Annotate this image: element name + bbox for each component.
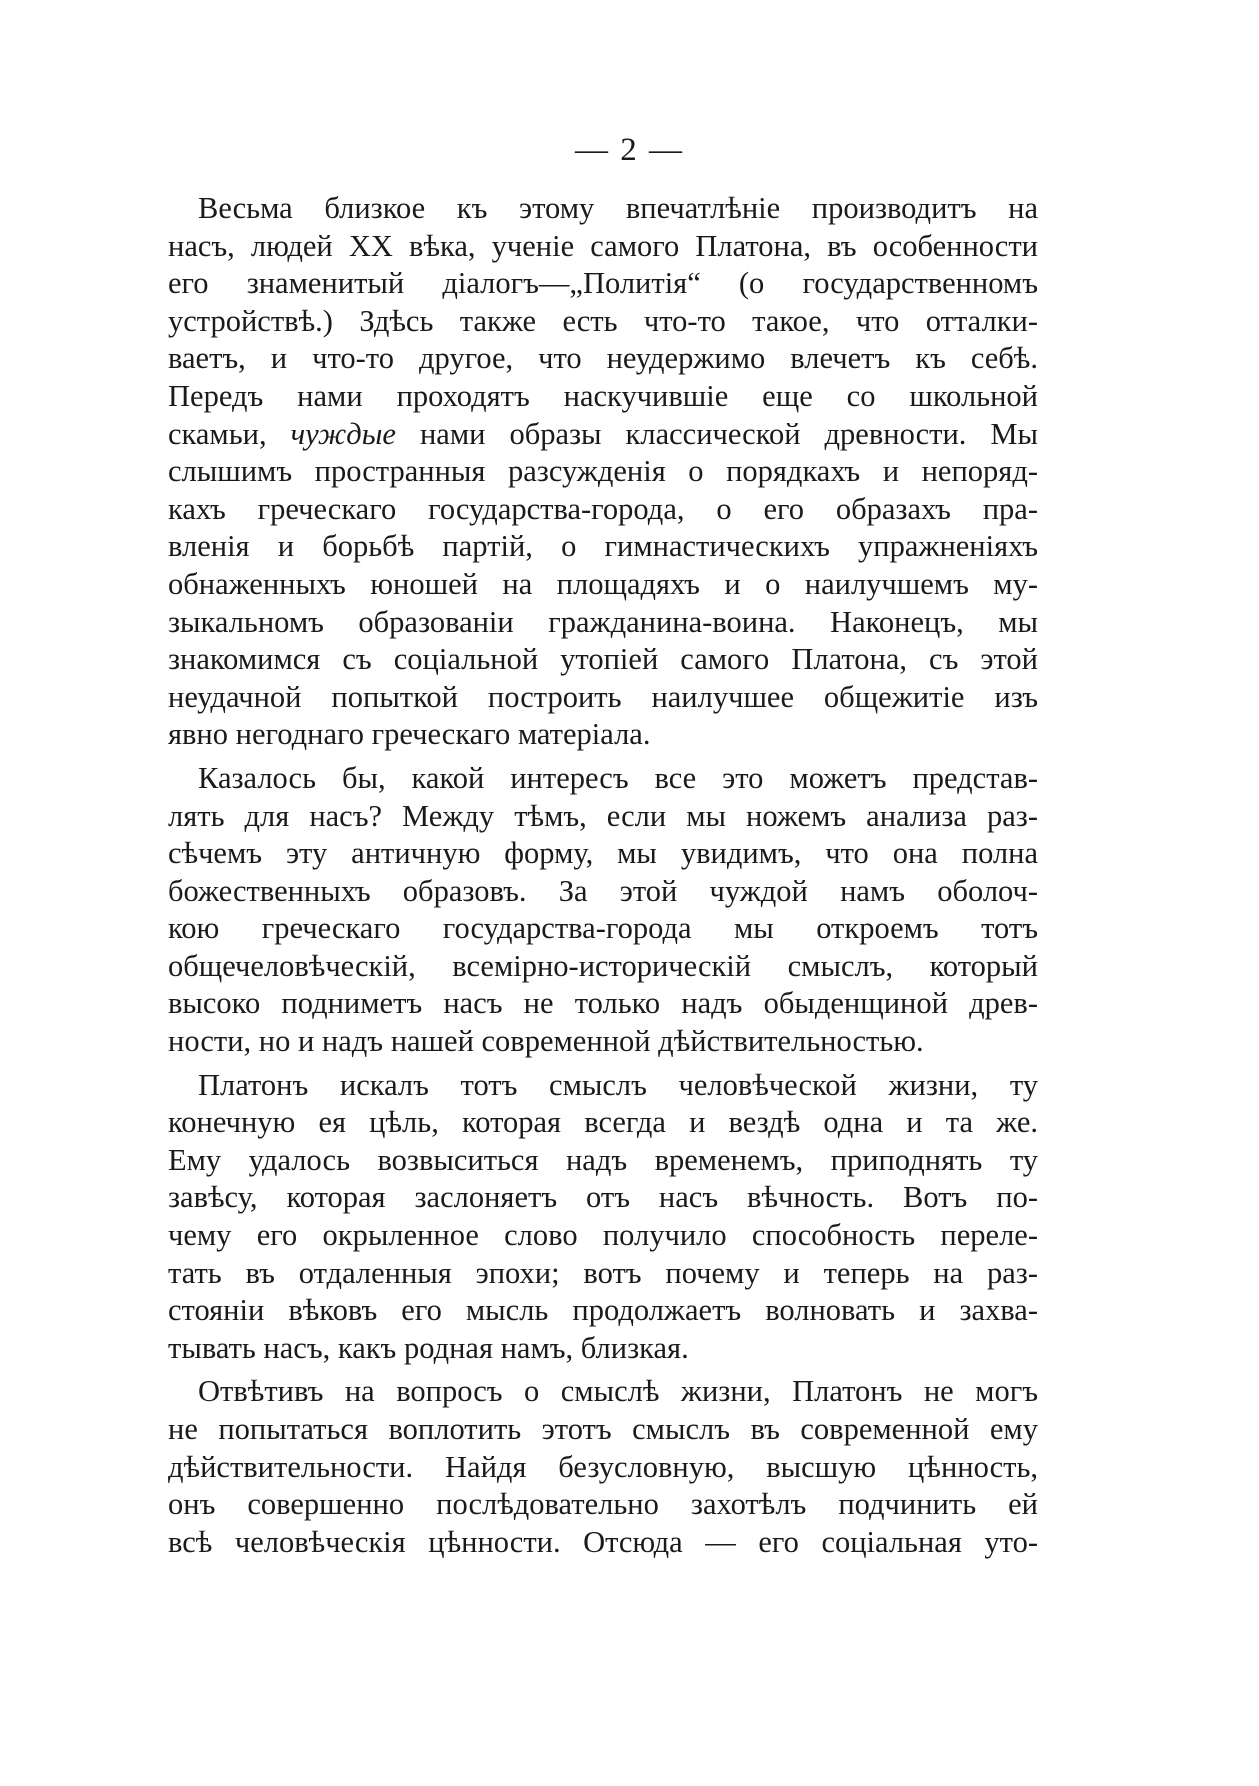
text-line: дѣйствительности. Найдя безусловную, высшую цѣнность, (168, 1449, 1038, 1484)
text-segment: скамьи, (168, 416, 267, 451)
text-line: вленія и борьбѣ партій, о гимнастическихъ упражненіяхъ (168, 529, 1038, 564)
text-line: его знаменитый діалогъ—„Политія“ (о государственномъ (168, 266, 1038, 301)
text-line: ности, но и надъ нашей современной дѣйствительностью. (168, 1024, 924, 1059)
text-line: Платонъ искалъ тотъ смыслъ человѣческой жизни, ту (198, 1067, 1038, 1102)
text-line: тать въ отдаленныя эпохи; вотъ почему и теперь на раз- (168, 1255, 1038, 1290)
text-line: не попытаться воплотить этотъ смыслъ въ современной ему (168, 1412, 1038, 1446)
text-segment: нами образы классической древности. Мы (419, 416, 1038, 451)
text-line: лять для насъ? Между тѣмъ, если мы ножемъ анализа раз- (168, 798, 1038, 833)
text-line: высоко подниметъ насъ не только надъ обыденщиной древ- (168, 986, 1038, 1021)
italic-word: чуждые (290, 416, 396, 451)
text-line: неудачной попыткой построить наилучшее общежитіе изъ (168, 679, 1038, 714)
text-line: знакомимся съ соціальной утопіей самого Платона, съ этой (168, 642, 1038, 677)
page-number: — 2 — (575, 132, 684, 168)
text-line: кою греческаго государства-города мы откроемъ тотъ (168, 911, 1038, 946)
text-line: Ему удалось возвыситься надъ временемъ, приподнять ту (168, 1142, 1038, 1177)
text-line: тывать насъ, какъ родная намъ, близкая. (168, 1330, 689, 1365)
text-line: Казалось бы, какой интересъ все это можетъ представ- (198, 760, 1038, 795)
text-line: насъ, людей XX вѣка, ученіе самого Платона, въ особенности (168, 228, 1038, 263)
text-line: чему его окрыленное слово получило способность переле- (168, 1218, 1038, 1253)
body-text (168, 190, 1038, 1561)
text-line: кахъ греческаго государства-города, о его образахъ пра- (168, 491, 1038, 526)
text-line: общечеловѣческій, всемірно-историческій смыслъ, который (168, 948, 1038, 983)
text-line-with-italic (168, 416, 1038, 454)
text-line: Передъ нами проходятъ наскучившіе еще со школьной (168, 378, 1038, 413)
text-line: сѣчемъ эту античную форму, мы увидимъ, что она полна (168, 836, 1038, 871)
text-line: конечную ея цѣль, которая всегда и вездѣ одна и та же. (168, 1105, 1038, 1140)
text-line: явно негоднаго греческаго матеріала. (168, 717, 651, 752)
text-line: всѣ человѣческія цѣнности. Отсюда — его соціальная уто- (168, 1524, 1038, 1559)
text-line: ваетъ, и что-то другое, что неудержимо влечетъ къ себѣ. (168, 341, 1038, 376)
text-line: обнаженныхъ юношей на площадяхъ и о наилучшемъ му- (168, 566, 1038, 601)
text-line: зыкальномъ образованіи гражданина-воина. Наконецъ, мы (168, 604, 1038, 639)
text-line: божественныхъ образовъ. За этой чуждой намъ оболоч- (168, 873, 1038, 908)
text-line: онъ совершенно послѣдовательно захотѣлъ подчинить ей (168, 1487, 1038, 1522)
text-line: слышимъ пространныя разсужденія о порядкахъ и непоряд- (168, 454, 1038, 489)
text-line: Отвѣтивъ на вопросъ о смыслѣ жизни, Платонъ не могъ (198, 1374, 1038, 1409)
text-line: Весьма близкое къ этому впечатлѣніе производитъ на (198, 191, 1038, 225)
text-line: стояніи вѣковъ его мысль продолжаетъ волновать и захва- (168, 1293, 1038, 1328)
text-line: устройствѣ.) Здѣсь также есть что-то такое, что отталки- (168, 303, 1038, 338)
text-line: завѣсу, которая заслоняетъ отъ насъ вѣчность. Вотъ по- (168, 1180, 1038, 1215)
